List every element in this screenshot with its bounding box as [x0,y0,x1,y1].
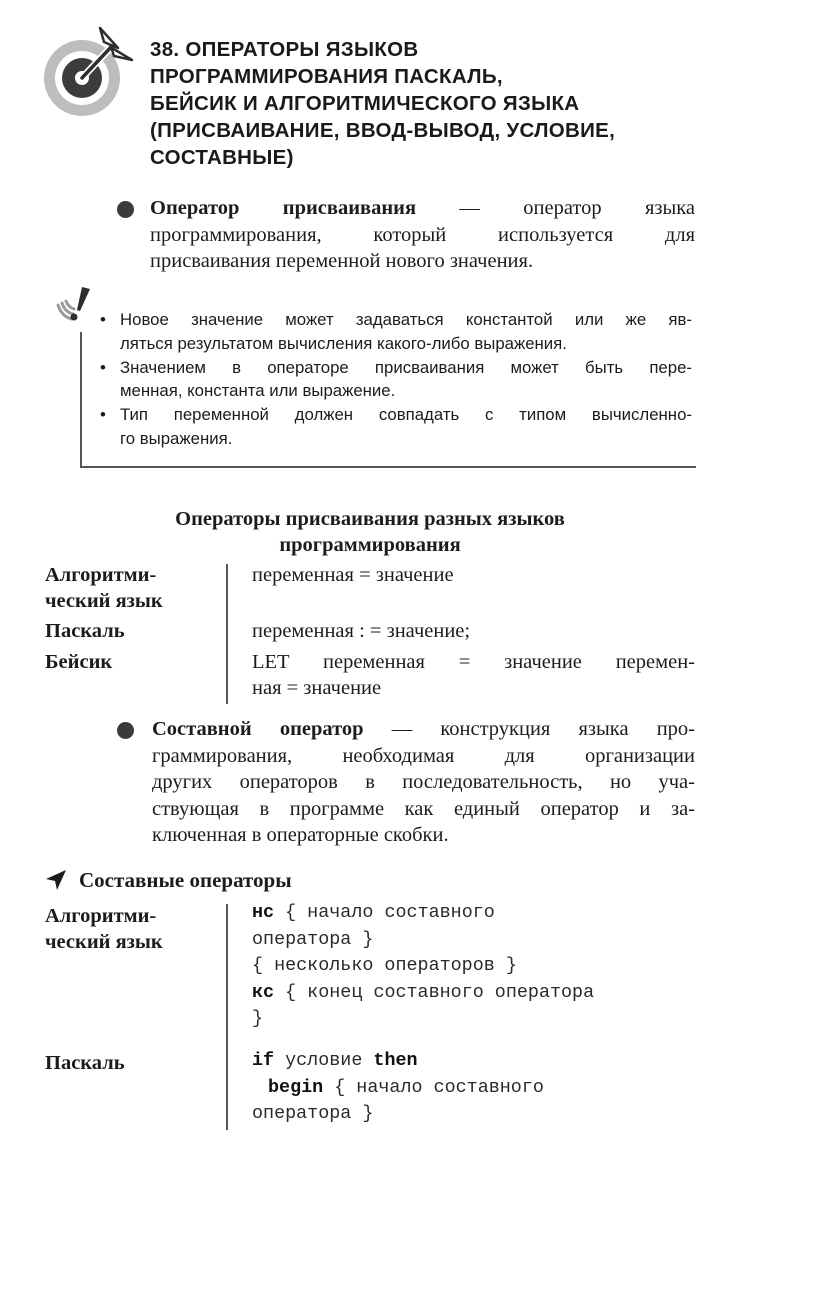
code-text: оператора } [252,1103,374,1124]
title-line: СОСТАВНЫЕ) [150,146,294,169]
code-block-pascal [252,1048,696,1128]
caption-line: программирования [279,534,461,556]
note-item [100,308,692,356]
lang-line: Алгоритми- [45,564,157,586]
lang-line: ческий язык [45,590,163,612]
definition-term: Оператор присваивания [150,197,417,219]
definition-text: ключенная в операторные скобки. [152,824,449,846]
code-keyword: then [373,1050,418,1071]
note-text: го выражения. [120,428,233,448]
code-text: условие [274,1050,374,1071]
title-line: (ПРИСВАИВАНИЕ, ВВОД-ВЫВОД, УСЛОВИЕ, [150,119,616,142]
code-text: { конец составного оператора [274,981,595,1003]
table-divider [226,564,228,704]
definition-text: граммирования, необходимая для организации [152,744,695,767]
title-line: БЕЙСИК И АЛГОРИТМИЧЕСКОГО ЯЗЫКА [150,92,580,115]
lang-line: Бейсик [45,651,113,673]
table-syntax-cell [252,649,695,701]
syntax-line: ная = значение [252,677,382,699]
code-text: оператора } [252,928,374,950]
bullet-dot-icon [117,201,134,218]
title-line: ПРОГРАММИРОВАНИЯ ПАСКАЛЬ, [150,65,503,88]
note-item [100,403,692,451]
table-lang-cell [45,649,225,675]
note-text: • Новое значение может задаваться константой или же яв- [120,310,692,329]
definition-term: Составной оператор [152,718,364,740]
note-text: менная, константа или выражение. [120,381,396,401]
table-divider [226,904,228,1130]
bullet-dot-icon [117,722,134,739]
definition-text: других операторов в последовательность, но уча- [152,771,695,793]
lang-line: Паскаль [45,1052,125,1074]
target-dart-icon [42,26,138,122]
caption-line: Операторы присваивания разных языков [175,508,565,530]
table-lang-cell [45,1050,225,1076]
title-line: 38. ОПЕРАТОРЫ ЯЗЫКОВ [150,38,419,61]
note-item [100,356,692,404]
code-keyword: if [252,1050,275,1071]
definition-text: программирования, который используется для [150,223,695,246]
table-syntax-cell [252,562,695,588]
note-text: ляться результатом вычисления какого-либо выражения. [120,333,567,353]
syntax-line: переменная = значение [252,564,454,586]
definition-text: ствующая в программе как единый оператор и за- [152,797,695,820]
code-keyword: begin [268,1076,324,1098]
table-syntax-cell [252,618,695,644]
syntax-line: переменная : = значение; [252,620,471,642]
table-lang-cell [45,562,225,614]
lang-line: ческий язык [45,931,163,953]
chapter-title [150,36,750,171]
note-text: • Тип переменной должен совпадать с типом вычисленно- [120,405,692,425]
lang-line: Паскаль [45,620,125,642]
definition-text: — оператор языка [416,197,695,219]
pointer-arrow-icon [45,869,67,891]
code-text: { начало составного [274,902,495,923]
definition-compound [152,716,695,849]
code-text: { начало составного [323,1076,544,1098]
syntax-line: LET переменная = значение перемен- [252,651,695,673]
code-text: { несколько операторов } [252,955,517,976]
definition-text: — конструкция языка про- [363,718,695,740]
table-lang-cell [45,618,225,644]
table-lang-cell [45,903,225,955]
lang-line: Алгоритми- [45,905,157,927]
section-heading-text: Составные операторы [79,868,292,892]
table-caption [0,506,740,558]
note-list [100,308,692,451]
note-text: • Значением в операторе присваивания может быть пере- [120,357,692,377]
attention-exclamation-icon [52,285,100,337]
code-keyword: кс [252,981,275,1003]
code-keyword: нс [252,902,275,923]
section-heading [45,866,292,894]
definition-assignment [150,195,695,275]
code-text: } [252,1008,264,1029]
definition-text: присваивания переменной нового значения. [150,250,534,272]
code-block-algorithmic [252,900,696,1033]
